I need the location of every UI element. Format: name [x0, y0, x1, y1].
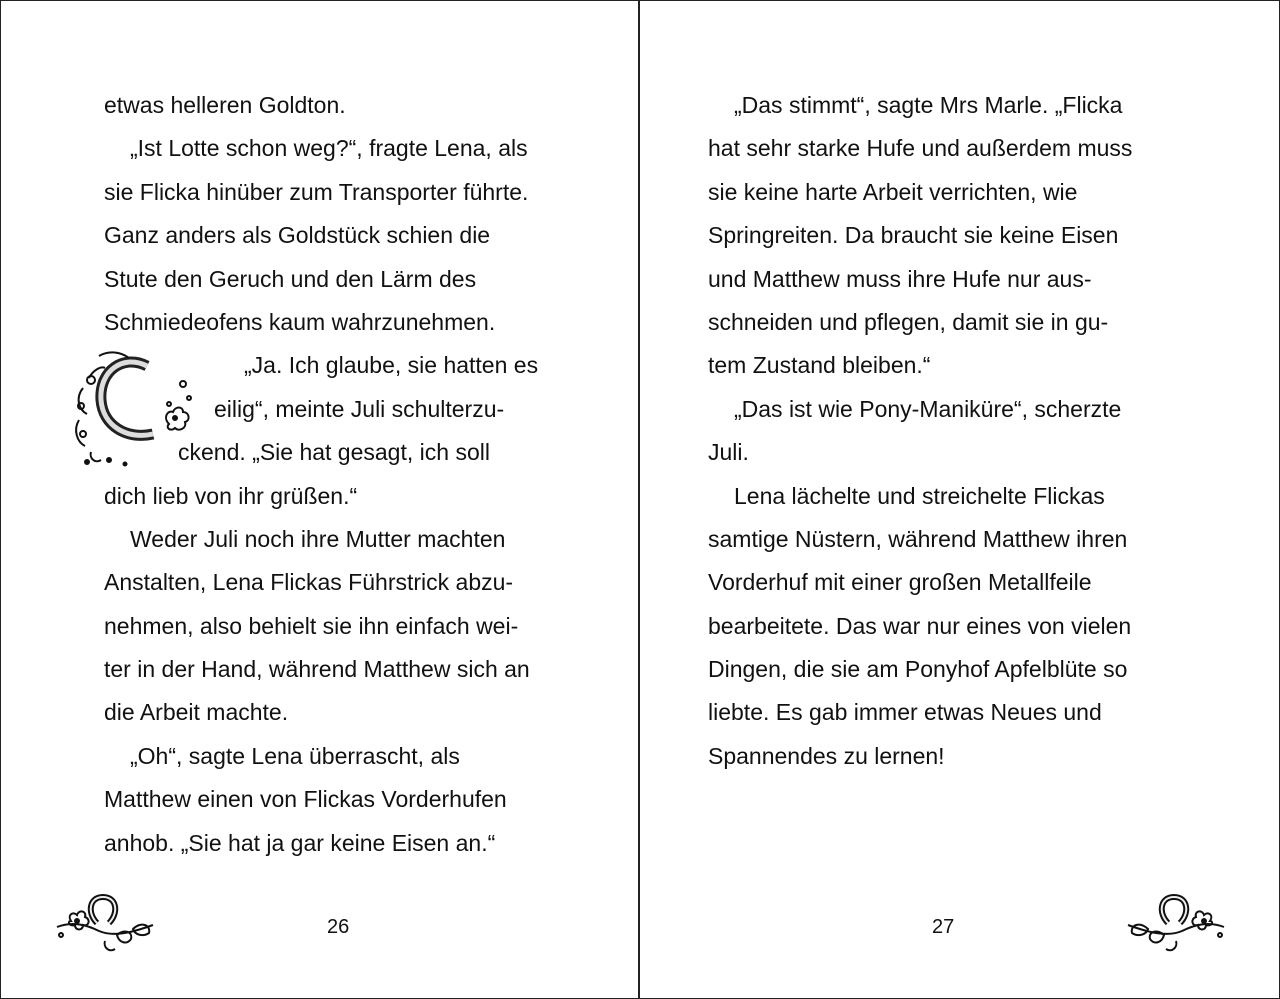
page-number: 26 [327, 916, 350, 938]
text-line: etwas helleren Goldton. [104, 92, 346, 118]
text-line: tem Zustand bleiben.“ [708, 352, 931, 379]
right-page [640, 1, 1279, 998]
text-line: „Oh“, sagte Lena überrascht, als [130, 742, 460, 769]
text-line: Spannendes zu lernen! [708, 742, 945, 769]
text-line: Juli. [708, 439, 749, 466]
text-line: Lena lächelte und streichelte Flickas [734, 482, 1105, 509]
text-line: liebte. Es gab immer etwas Neues und [708, 699, 1102, 726]
horseshoe-icon [69, 348, 197, 470]
text-line: hat sehr starke Hufe und außerdem muss [708, 135, 1133, 162]
text-line: Stute den Geruch und den Lärm des [104, 265, 477, 292]
text-line: ckend. „Sie hat gesagt, ich soll [178, 439, 490, 466]
text-line: sie keine harte Arbeit verrichten, wie [708, 178, 1078, 205]
text-line: nehmen, also behielt sie ihn einfach wei- [104, 612, 519, 639]
text-line: die Arbeit machte. [104, 699, 289, 726]
text-line: „Ja. Ich glaube, sie hatten es [244, 352, 539, 379]
text-line: „Das stimmt“, sagte Mrs Marle. „Flicka [734, 92, 1123, 118]
text-line: Vorderhuf mit einer großen Metallfeile [708, 569, 1092, 596]
text-line: samtige Nüstern, während Matthew ihren [708, 525, 1128, 552]
text-line: Springreiten. Da braucht sie keine Eisen [708, 222, 1119, 249]
text-line: „Das ist wie Pony-Maniküre“, scherzte [734, 395, 1122, 422]
text-line: und Matthew muss ihre Hufe nur aus- [708, 265, 1092, 292]
left-page [1, 1, 640, 998]
text-line: anhob. „Sie hat ja gar keine Eisen an.“ [104, 829, 496, 856]
text-line: „Ist Lotte schon weg?“, fragte Lena, als [130, 135, 528, 162]
left-page-text [104, 84, 579, 865]
text-line: dich lieb von ihr grüßen.“ [104, 482, 358, 509]
text-line: eilig“, meinte Juli schulterzu- [214, 395, 505, 422]
text-line: sie Flicka hinüber zum Transporter führte. [104, 178, 529, 205]
text-line: schneiden und pflegen, damit sie in gu- [708, 308, 1109, 335]
right-page-text [708, 84, 1188, 778]
text-line: Schmiedeofens kaum wahrzunehmen. [104, 308, 496, 335]
text-line: Matthew einen von Flickas Vorderhufen [104, 786, 507, 813]
text-line: Anstalten, Lena Flickas Führstrick abzu- [104, 569, 514, 596]
text-line: Ganz anders als Goldstück schien die [104, 222, 491, 249]
text-line: bearbeitete. Das war nur eines von vielen [708, 612, 1132, 639]
page-number: 27 [932, 916, 955, 938]
horseshoe-flowers-icon [53, 891, 157, 955]
horseshoe-flowers-icon [1124, 891, 1228, 955]
text-line: Weder Juli noch ihre Mutter machten [130, 525, 506, 552]
text-line: Dingen, die sie am Ponyhof Apfelblüte so [708, 656, 1128, 683]
text-line: ter in der Hand, während Matthew sich an [104, 656, 530, 683]
